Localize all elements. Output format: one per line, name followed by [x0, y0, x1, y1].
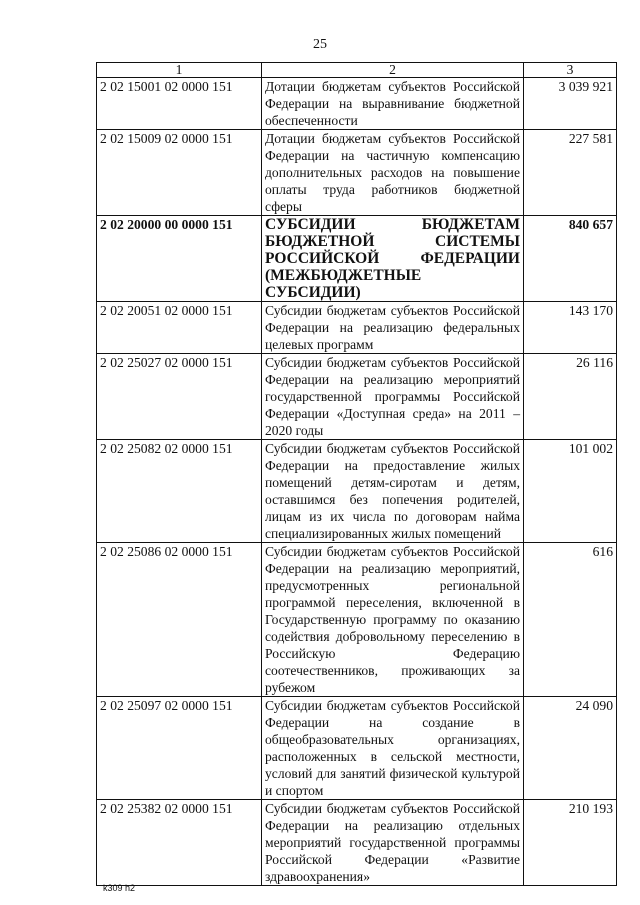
row-description: Субсидии бюджетам субъектов Российской Федерации на предоставление жилых помещений детям-сиротам и детям, оставшимся без попечения родителей, лицам из их числа по договорам найма специализированных жилых помещений — [262, 440, 524, 543]
column-header-3: 3 — [524, 63, 617, 78]
row-description: Дотации бюджетам субъектов Российской Федерации на выравнивание бюджетной обеспеченности — [262, 78, 524, 130]
row-amount: 26 116 — [524, 354, 617, 440]
row-code: 2 02 20051 02 0000 151 — [97, 302, 262, 354]
table-row — [97, 440, 617, 543]
footer-code: k309 h2 — [103, 883, 136, 893]
row-description: СУБСИДИИ БЮДЖЕТАМ БЮДЖЕТНОЙ СИСТЕМЫ РОССИЙСКОЙ ФЕДЕРАЦИИ (МЕЖБЮДЖЕТНЫЕ СУБСИДИИ) — [262, 216, 524, 302]
table-row — [97, 302, 617, 354]
table-row — [97, 130, 617, 216]
table-row — [97, 800, 617, 886]
table-body — [97, 78, 617, 886]
row-description: Субсидии бюджетам субъектов Российской Федерации на реализацию мероприятий, предусмотренных региональной программой переселения, включенной в Государственную программу по оказанию содействия добровольному переселению в Российскую Федерацию соотечественников, проживающих за рубежом — [262, 543, 524, 697]
table-header — [97, 63, 617, 78]
row-code: 2 02 25082 02 0000 151 — [97, 440, 262, 543]
column-header-2: 2 — [262, 63, 524, 78]
row-code: 2 02 15001 02 0000 151 — [97, 78, 262, 130]
row-description: Дотации бюджетам субъектов Российской Федерации на частичную компенсацию дополнительных расходов на повышение оплаты труда работников бюджетной сферы — [262, 130, 524, 216]
table-row — [97, 216, 617, 302]
table-row — [97, 697, 617, 800]
table-row — [97, 354, 617, 440]
row-code: 2 02 25097 02 0000 151 — [97, 697, 262, 800]
row-amount: 210 193 — [524, 800, 617, 886]
table-row — [97, 543, 617, 697]
row-description: Субсидии бюджетам субъектов Российской Федерации на реализацию мероприятий государственной программы Российской Федерации «Доступная среда» на 2011 – 2020 годы — [262, 354, 524, 440]
row-amount: 101 002 — [524, 440, 617, 543]
page-number: 25 — [313, 37, 327, 52]
row-description: Субсидии бюджетам субъектов Российской Федерации на реализацию федеральных целевых программ — [262, 302, 524, 354]
row-code: 2 02 25027 02 0000 151 — [97, 354, 262, 440]
row-amount: 616 — [524, 543, 617, 697]
row-amount: 840 657 — [524, 216, 617, 302]
budget-table — [96, 62, 617, 886]
row-description: Субсидии бюджетам субъектов Российской Федерации на создание в общеобразовательных организациях, расположенных в сельской местности, условий для занятий физической культурой и спортом — [262, 697, 524, 800]
row-description: Субсидии бюджетам субъектов Российской Федерации на реализацию отдельных мероприятий государственной программы Российской Федерации «Развитие здравоохранения» — [262, 800, 524, 886]
column-header-1: 1 — [97, 63, 262, 78]
row-amount: 227 581 — [524, 130, 617, 216]
row-amount: 24 090 — [524, 697, 617, 800]
row-amount: 3 039 921 — [524, 78, 617, 130]
row-code: 2 02 15009 02 0000 151 — [97, 130, 262, 216]
row-code: 2 02 25382 02 0000 151 — [97, 800, 262, 886]
row-code: 2 02 25086 02 0000 151 — [97, 543, 262, 697]
table-row — [97, 78, 617, 130]
row-code: 2 02 20000 00 0000 151 — [97, 216, 262, 302]
row-amount: 143 170 — [524, 302, 617, 354]
